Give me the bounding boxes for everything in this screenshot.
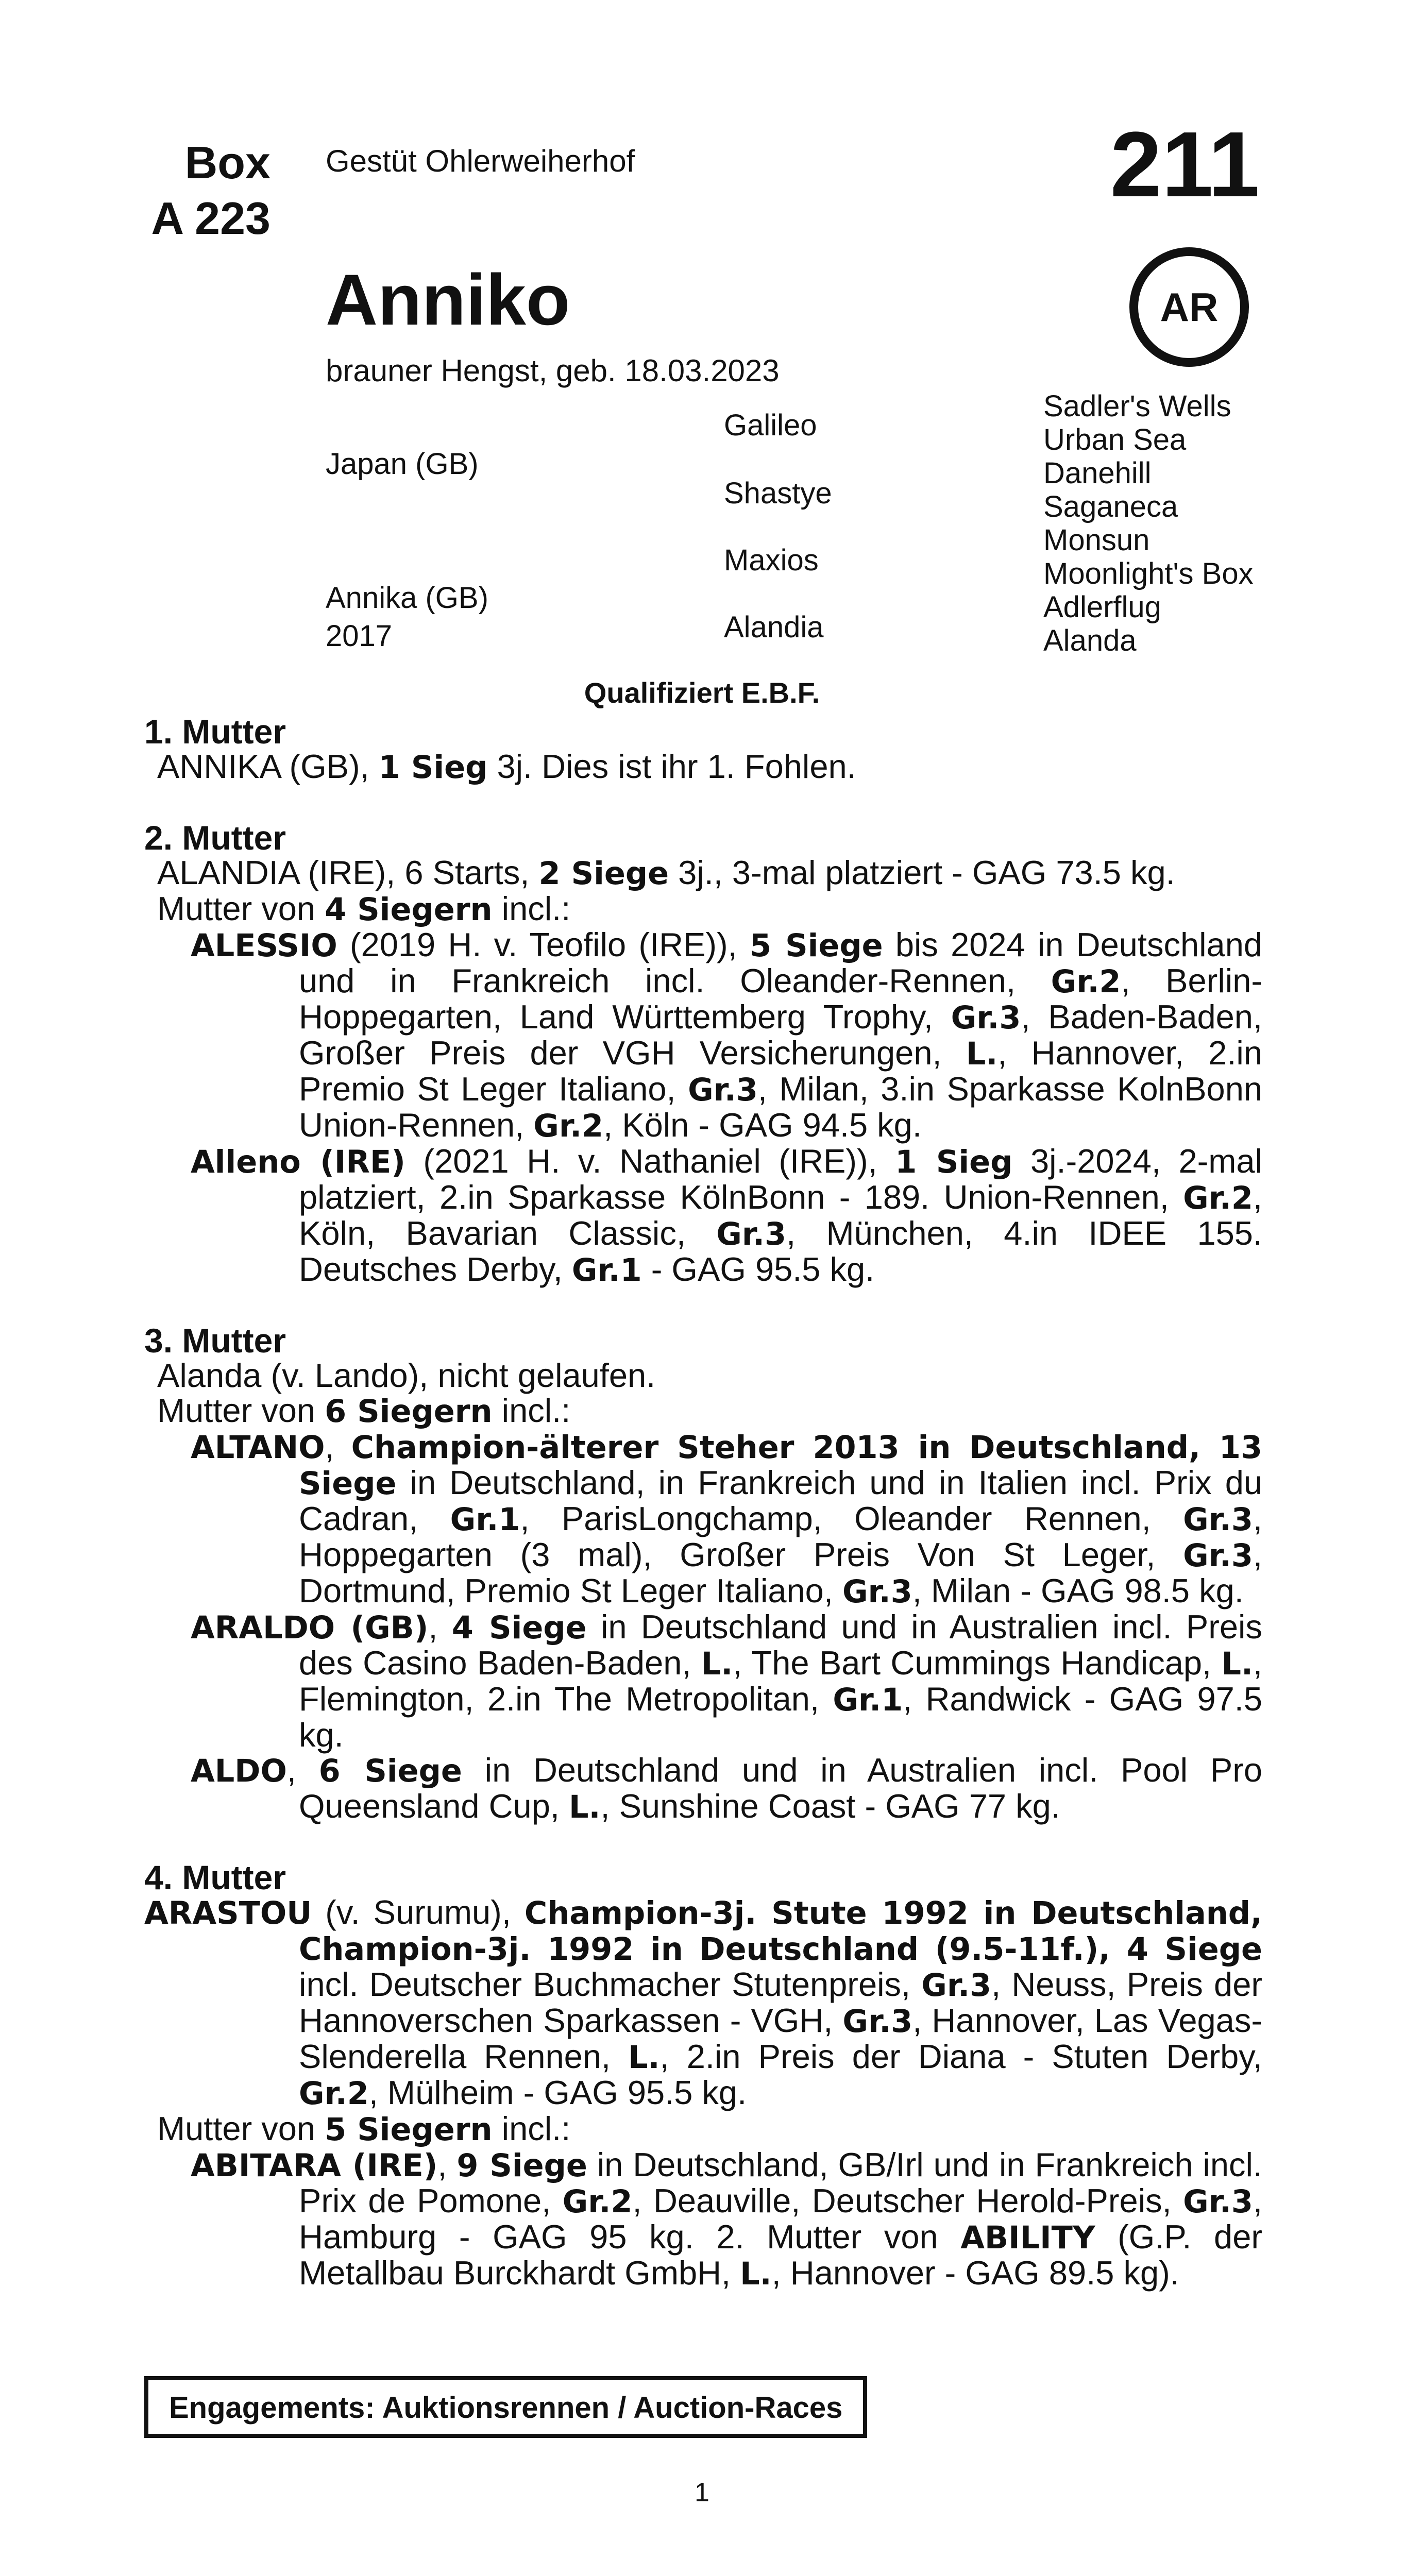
pedigree-dam: Annika (GB) xyxy=(326,581,488,615)
entry-arastou: ARASTOU (v. Surumu), Champion-3j. Stute 1992 in Deutschland, Champion-3j. 1992 in Deutschland (9.5-11f.), 4 Siege incl. Deutscher Buchmacher Stutenpreis, Gr.3, Neuss, Preis der Hannoverschen Sparkassen - VGH, Gr.3, Hannover, Las Vegas-Slenderella Rennen, L., 2.in Preis der Diana - Stuten Derby, Gr.2, Mülheim - GAG 95.5 kg. xyxy=(144,1893,1262,2112)
entry-araldo: ARALDO (GB), 4 Siege in Deutschland und in Australien incl. Preis des Casino Baden-Baden, L., The Bart Cummings Handicap, L., Flemington, 2.in The Metropolitan, Gr.1, Randwick - GAG 97.5 kg. xyxy=(191,1608,1262,1754)
entry-altano: ALTANO, Champion-älterer Steher 2013 in Deutschland, 13 Siege in Deutschland, in Frankreich und in Italien incl. Prix du Cadran, Gr.1, ParisLongchamp, Oleander Rennen, Gr.3, Hoppegarten (3 mal), Großer Preis Von St Leger, Gr.3, Dortmund, Premio St Leger Italiano, Gr.3, Milan - GAG 98.5 kg. xyxy=(191,1428,1262,1610)
pedigree-great-grandparent: Saganeca xyxy=(1043,490,1178,523)
pedigree-grandparent: Shastye xyxy=(724,477,832,510)
engagements-box: Engagements: Auktionsrennen / Auction-Races xyxy=(144,2376,867,2438)
section-heading: 4. Mutter xyxy=(144,1858,286,1896)
pedigree-great-grandparents xyxy=(1043,389,1254,657)
pedigree-grandparent: Maxios xyxy=(724,544,819,577)
pedigree-grandparent: Galileo xyxy=(724,409,817,442)
box-info xyxy=(129,135,270,246)
stud-name: Gestüt Ohlerweiherhof xyxy=(326,144,635,178)
pedigree-dam-year: 2017 xyxy=(326,619,393,653)
pedigree-great-grandparent: Monsun xyxy=(1043,523,1150,557)
page-number: 1 xyxy=(695,2478,709,2507)
box-label: Box xyxy=(184,137,270,188)
pedigree-grandparent: Alandia xyxy=(724,611,824,644)
horse-name: Anniko xyxy=(326,259,570,340)
horse-description: brauner Hengst, geb. 18.03.2023 xyxy=(326,353,780,388)
entry-abitara: ABITARA (IRE), 9 Siege in Deutschland, GB/Irl und in Frankreich incl. Prix de Pomone, Gr.2, Deauville, Deutscher Herold-Preis, Gr.3, Hamburg - GAG 95 kg. 2. Mutter von ABILITY (G.P. der Metallbau Burckhardt GmbH, L., Hannover - GAG 89.5 kg). xyxy=(191,2146,1262,2292)
pedigree-great-grandparent: Adlerflug xyxy=(1043,590,1161,624)
section-heading: 1. Mutter xyxy=(144,713,286,751)
third-dam-produce: Mutter von 6 Siegern incl.: xyxy=(157,1392,571,1430)
ar-badge: AR xyxy=(1129,247,1249,367)
second-dam-produce: Mutter von 4 Siegern incl.: xyxy=(157,890,571,928)
box-number: A 223 xyxy=(151,193,270,244)
pedigree-sire: Japan (GB) xyxy=(326,447,479,481)
entry-alessio: ALESSIO (2019 H. v. Teofilo (IRE)), 5 Siege bis 2024 in Deutschland und in Frankreich incl. Oleander-Rennen, Gr.2, Berlin-Hoppegarten, Land Württemberg Trophy, Gr.3, Baden-Baden, Großer Preis der VGH Versicherungen, L., Hannover, 2.in Premio St Leger Italiano, Gr.3, Milan, 3.in Sparkasse KolnBonn Union-Rennen, Gr.2, Köln - GAG 94.5 kg. xyxy=(191,926,1263,1144)
first-dam-line: ANNIKA (GB), 1 Sieg 3j. Dies ist ihr 1. Fohlen. xyxy=(157,748,856,786)
pedigree-great-grandparent: Danehill xyxy=(1043,456,1152,490)
qualification: Qualifiziert E.B.F. xyxy=(584,676,820,709)
pedigree-great-grandparent: Sadler's Wells xyxy=(1043,389,1231,423)
lot-number: 211 xyxy=(1110,113,1260,216)
entry-alleno: Alleno (IRE) (2021 H. v. Nathaniel (IRE)), 1 Sieg 3j.-2024, 2-mal platziert, 2.in Sparkasse KölnBonn - 189. Union-Rennen, Gr.2, Köln, Bavarian Classic, Gr.3, München, 4.in IDEE 155. Deutsches Derby, Gr.1 - GAG 95.5 kg. xyxy=(191,1142,1263,1289)
pedigree-great-grandparent: Alanda xyxy=(1043,624,1137,657)
pedigree-great-grandparent: Moonlight's Box xyxy=(1043,557,1254,590)
section-heading: 2. Mutter xyxy=(144,819,286,857)
section-heading: 3. Mutter xyxy=(144,1321,286,1360)
fourth-dam-produce: Mutter von 5 Siegern incl.: xyxy=(157,2110,571,2148)
dam-line xyxy=(144,714,1262,2292)
pedigree-great-grandparent: Urban Sea xyxy=(1043,423,1187,456)
third-dam-line: Alanda (v. Lando), nicht gelaufen. xyxy=(157,1357,656,1394)
second-dam-line: ALANDIA (IRE), 6 Starts, 2 Siege 3j., 3-mal platziert - GAG 73.5 kg. xyxy=(157,854,1175,892)
entry-aldo: ALDO, 6 Siege in Deutschland und in Australien incl. Pool Pro Queensland Cup, L., Sunshine Coast - GAG 77 kg. xyxy=(191,1751,1263,1825)
